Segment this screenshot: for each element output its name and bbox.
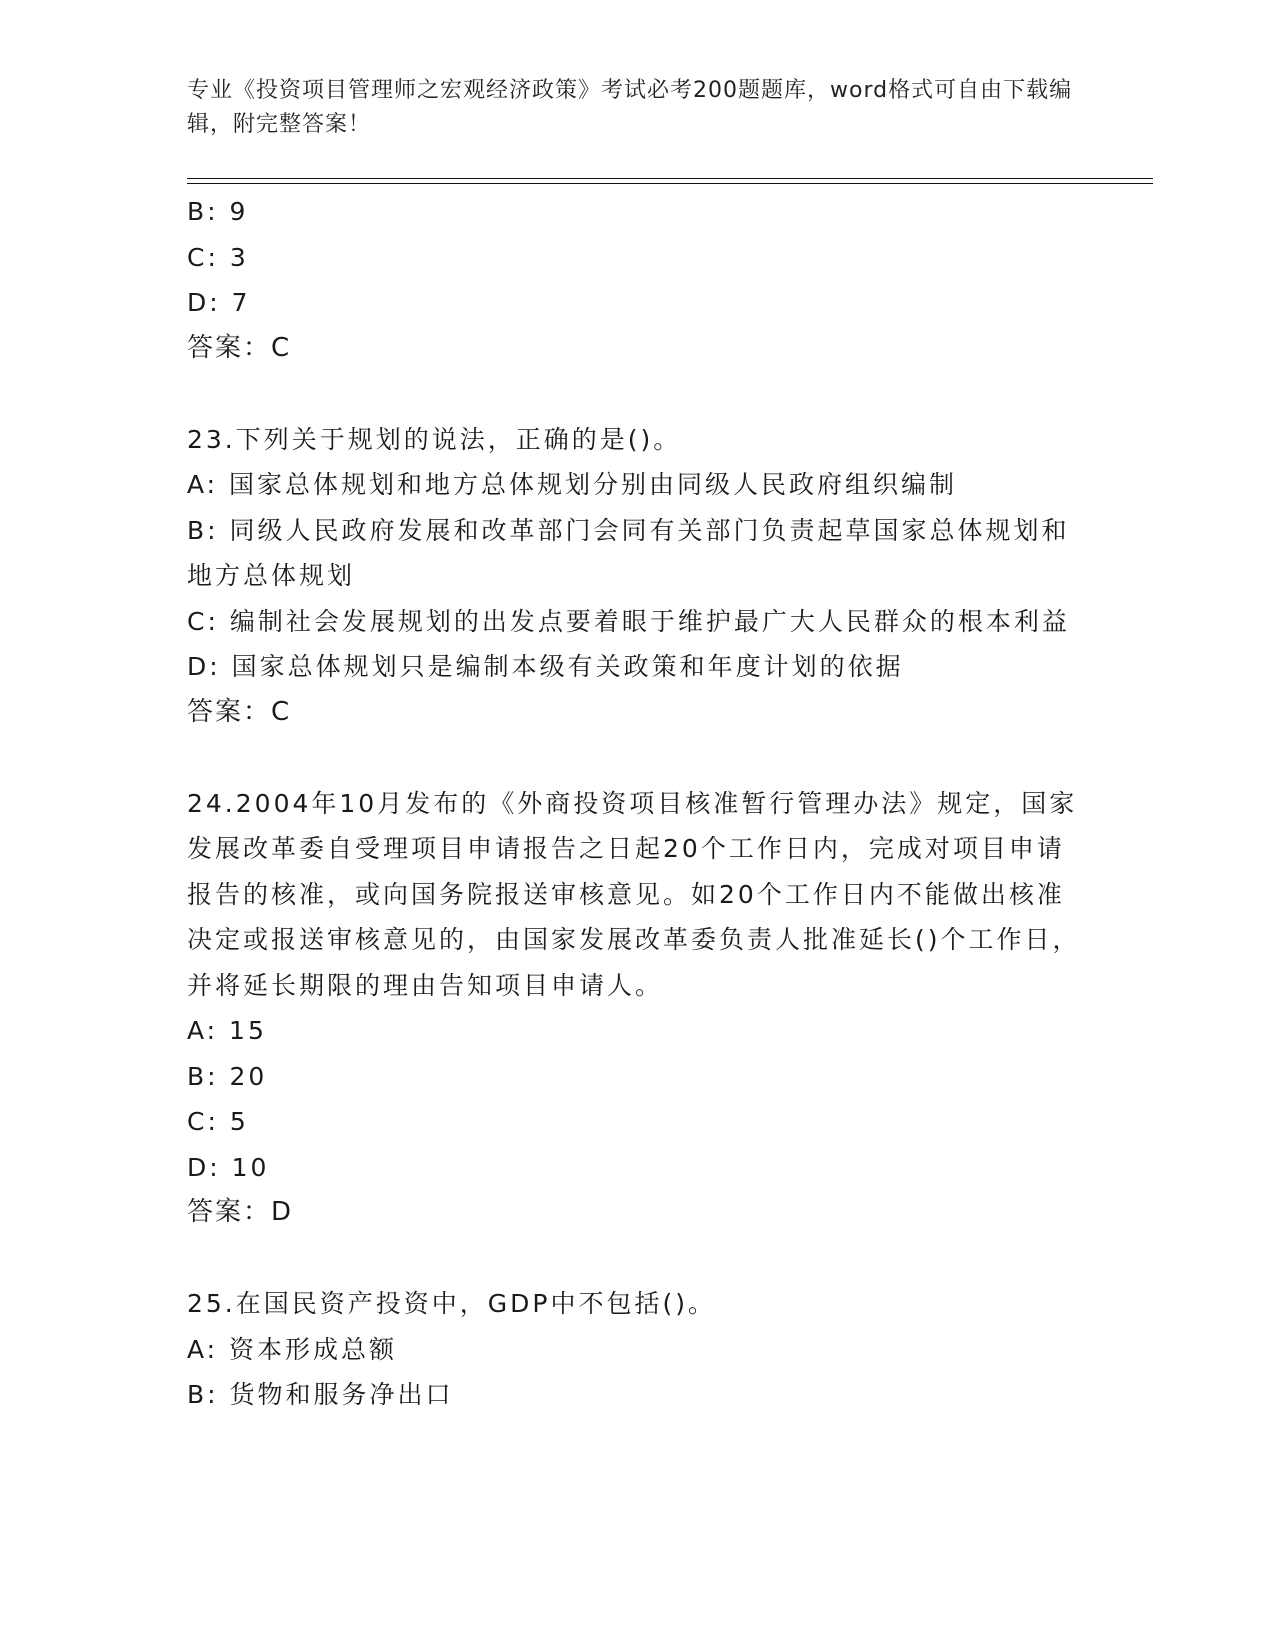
- header-divider-bottom: [187, 183, 1153, 184]
- option-c: C: 编制社会发展规划的出发点要着眼于维护最广大人民群众的根本利益: [187, 606, 1070, 636]
- option-b: B: 9: [187, 197, 249, 226]
- document-header: [187, 74, 1087, 142]
- answer: 答案：D: [187, 1197, 294, 1227]
- question-stem: 23.下列关于规划的说法，正确的是()。: [187, 424, 682, 454]
- option-b: B: 同级人民政府发展和改革部门会同有关部门负责起草国家总体规划和地方总体规划: [187, 515, 1070, 590]
- header-divider-top: [187, 178, 1153, 179]
- option-d: D: 10: [187, 1152, 270, 1182]
- spacer: [187, 1236, 1087, 1282]
- question-stem: 24.2004年10月发布的《外商投资项目核准暂行管理办法》规定，国家发展改革委自受理项目申请报告之日起20个工作日内，完成对项目申请报告的核准，或向国务院报送审核意见。如20个工作日内不能做出核准决定或报送审核意见的，由国家发展改革委负责人批准延长()个工作日，并将延长期限的理由告知项目申请人。: [187, 788, 1081, 1000]
- option-c: C: 3: [187, 242, 249, 272]
- option-b: B: 20: [187, 1061, 268, 1091]
- header-title: 专业《投资项目管理师之宏观经济政策》考试必考200题题库，word格式可自由下载编辑，附完整答案！: [187, 78, 1073, 137]
- option-c: C: 5: [187, 1107, 249, 1136]
- spacer: [187, 735, 1087, 781]
- option-d: D: 国家总体规划只是编制本级有关政策和年度计划的依据: [187, 652, 904, 681]
- question-24: [187, 781, 1087, 1236]
- question-stem: 25.在国民资产投资中，GDP中不包括()。: [187, 1289, 716, 1318]
- answer: 答案：C: [187, 696, 292, 727]
- option-a: A: 资本形成总额: [187, 1334, 398, 1364]
- question-fragment: [187, 189, 1087, 371]
- document-body: [187, 189, 1087, 1418]
- answer: 答案：C: [187, 332, 292, 363]
- option-a: A: 15: [187, 1016, 267, 1045]
- option-a: A: 国家总体规划和地方总体规划分别由同级人民政府组织编制: [187, 470, 958, 499]
- option-b: B: 货物和服务净出口: [187, 1380, 454, 1409]
- question-23: [187, 417, 1087, 736]
- question-25: [187, 1281, 1087, 1418]
- option-d: D: 7: [187, 288, 251, 317]
- spacer: [187, 371, 1087, 417]
